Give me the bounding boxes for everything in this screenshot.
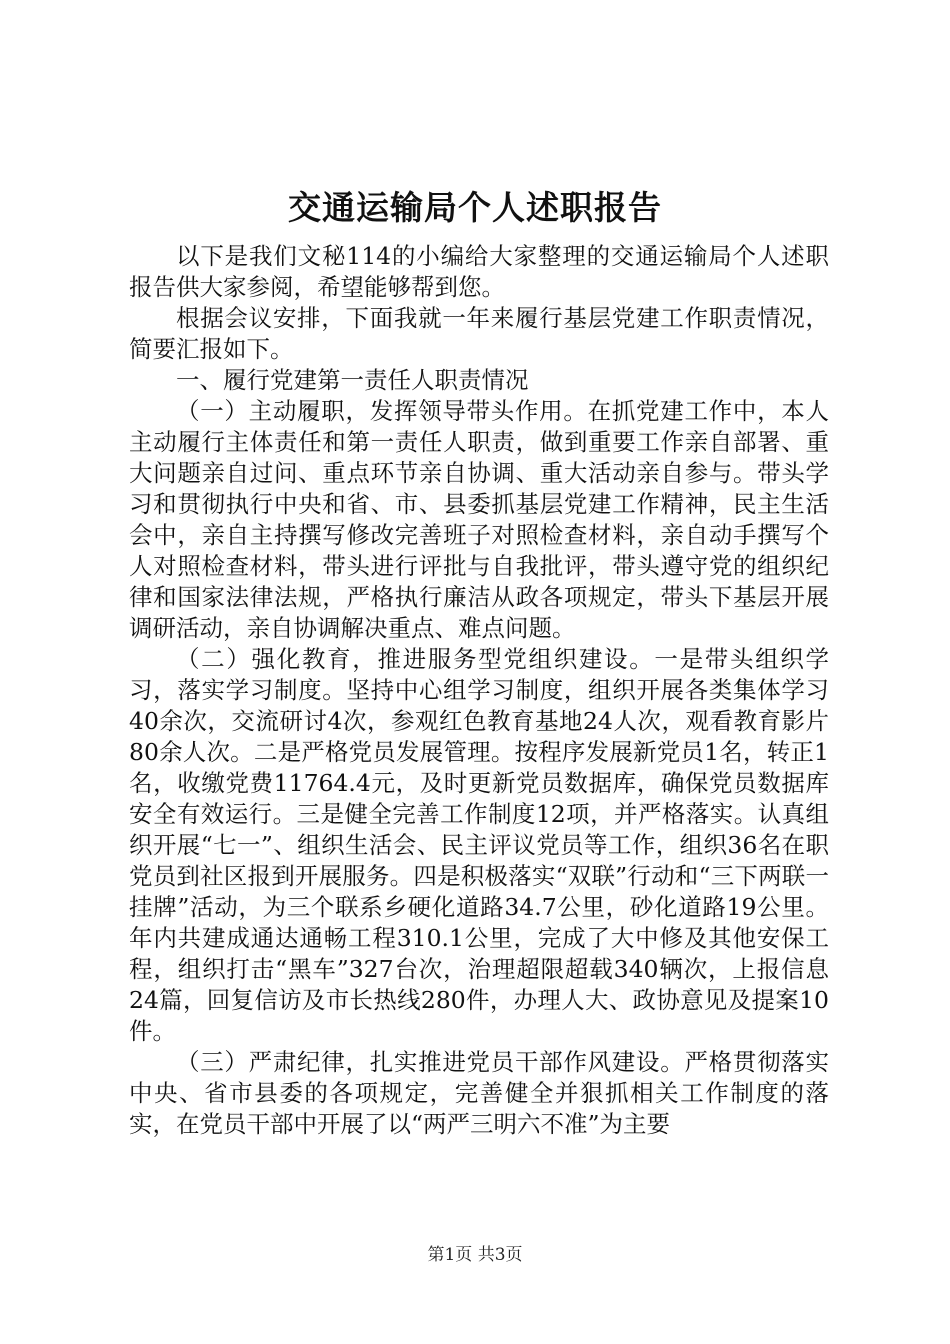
document-body xyxy=(129,241,829,1140)
section-paragraph-2: （二）强化教育，推进服务型党组织建设。一是带头组织学习，落实学习制度。坚持中心组学习制度，组织开展各类集体学习40余次，交流研讨4次，参观红色教育基地24人次，观看教育影片80余人次。二是严格党员发展管理。按程序发展新党员1名，转正1名，收缴党费11764.4元，及时更新党员数据库，确保党员数据库安全有效运行。三是健全完善工作制度12项，并严格落实。认真组织开展“七一”、组织生活会、民主评议党员等工作，组织36名在职党员到社区报到开展服务。四是积极落实“双联”行动和“三下两联一挂牌”活动，为三个联系乡硬化道路34.7公里，砂化道路19公里。年内共建成通达通畅工程310.1公里，完成了大中修及其他安保工程，组织打击“黑车”327台次，治理超限超载340辆次，上报信息24篇，回复信访及市长热线280件，办理人大、政协意见及提案10件。 xyxy=(129,645,829,1045)
section-paragraph-3: （三）严肃纪律，扎实推进党员干部作风建设。严格贯彻落实中央、省市县委的各项规定，完善健全并狠抓相关工作制度的落实，在党员干部中开展了以“两严三明六不准”为主要 xyxy=(129,1048,829,1138)
document-title: 交通运输局个人述职报告 xyxy=(288,188,662,227)
intro-paragraph: 以下是我们文秘114的小编给大家整理的交通运输局个人述职报告供大家参阅，希望能够帮到您。 xyxy=(129,242,829,301)
section-paragraph-1: （一）主动履职，发挥领导带头作用。在抓党建工作中，本人主动履行主体责任和第一责任人职责，做到重要工作亲自部署、重大问题亲自过问、重点环节亲自协调、重大活动亲自参与。带头学习和贯彻执行中央和省、市、县委抓基层党建工作精神，民主生活会中，亲自主持撰写修改完善班子对照检查材料，亲自动手撰写个人对照检查材料，带头进行评批与自我批评，带头遵守党的组织纪律和国家法律法规，严格执行廉洁从政各项规定，带头下基层开展调研活动，亲自协调解决重点、难点问题。 xyxy=(129,397,829,642)
opening-paragraph: 根据会议安排，下面我就一年来履行基层党建工作职责情况，简要汇报如下。 xyxy=(129,304,829,363)
page-number-footer: 第1页 共3页 xyxy=(427,1245,523,1265)
section-heading: 一、履行党建第一责任人职责情况 xyxy=(176,366,529,394)
